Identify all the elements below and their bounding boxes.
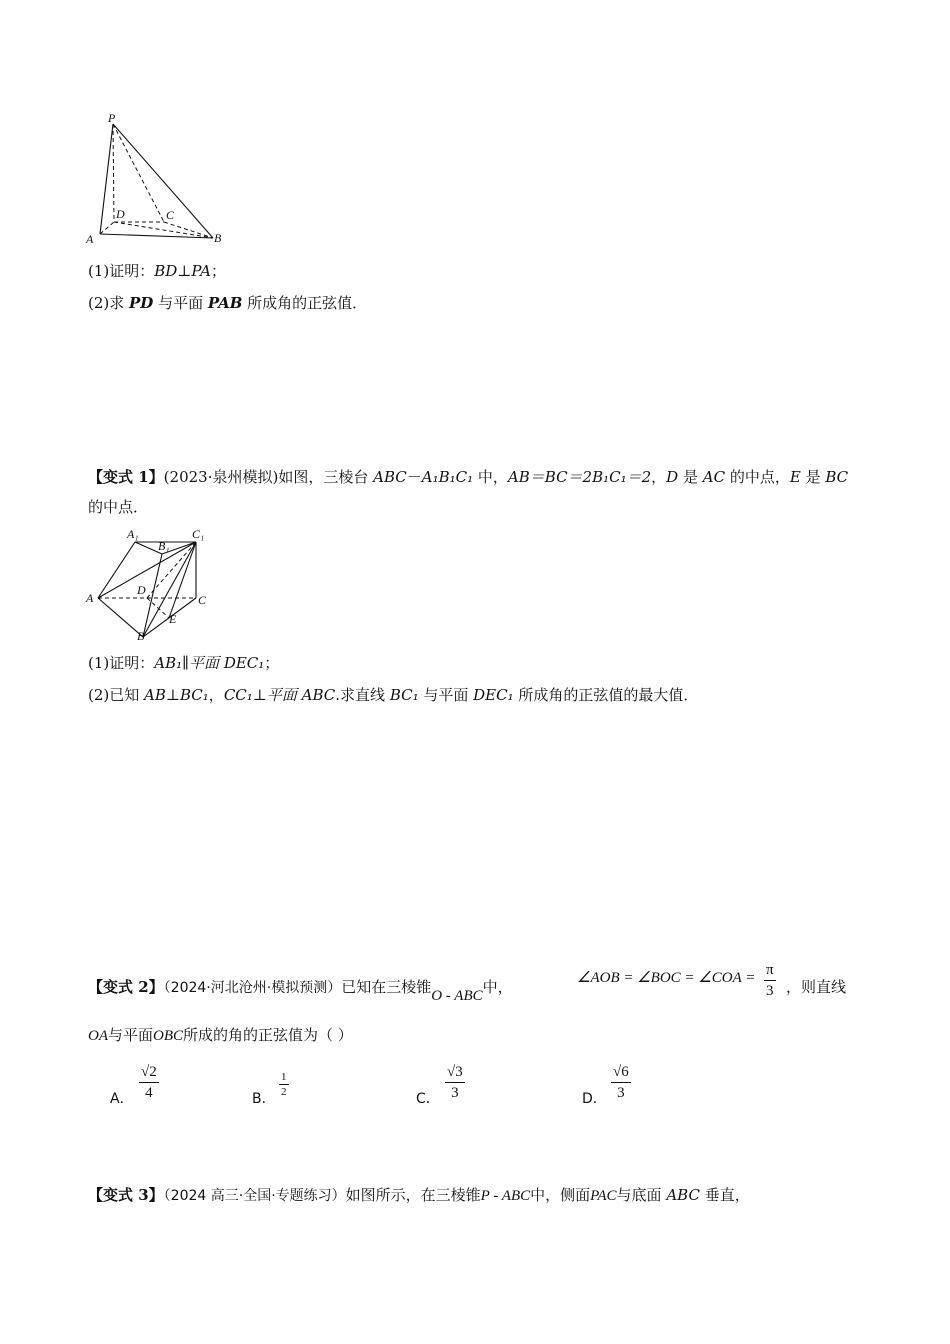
variant1-tag: 【变式 1】 bbox=[88, 468, 164, 486]
label-c1: C₁ bbox=[192, 527, 205, 541]
v1-abc: ABC bbox=[373, 468, 407, 486]
label-b: B bbox=[137, 629, 145, 643]
variant2-line2 bbox=[88, 1024, 353, 1045]
label-p: P bbox=[108, 111, 116, 125]
v1-part1-math: AB₁∥平面 DEC₁ bbox=[154, 654, 265, 672]
option-d-num: √6 bbox=[611, 1062, 631, 1083]
variant2-angles: ∠AOB = ∠BOC = ∠COA = bbox=[577, 970, 756, 986]
v2-text-a: 已知在三棱锥 bbox=[341, 978, 432, 996]
v3-text-b: 中，侧面 bbox=[530, 1186, 591, 1204]
label-d: D bbox=[137, 583, 146, 597]
v2-pi-num: π bbox=[764, 960, 776, 981]
label-e: E bbox=[169, 612, 177, 626]
v1-bc: BC bbox=[825, 468, 849, 486]
option-d-label[interactable]: D． bbox=[582, 1091, 607, 1107]
v1-part2-mid: .求直线 bbox=[335, 686, 390, 704]
option-b-fraction[interactable] bbox=[279, 1070, 289, 1099]
v3-pac: PAC bbox=[590, 1188, 617, 1204]
v1-text-a: 如图，三棱台 bbox=[278, 468, 374, 486]
label-a1: A₁ bbox=[127, 527, 139, 541]
v1-part2-dec1: DEC₁ bbox=[473, 686, 514, 704]
v1-part2-bc1: BC₁ bbox=[389, 686, 419, 704]
v3-abc: ABC bbox=[666, 1186, 700, 1204]
v1-part2-sep: ， bbox=[208, 686, 224, 704]
part1-math: BD⊥PA bbox=[154, 262, 211, 280]
v1-text-g: 是 bbox=[800, 468, 826, 486]
v1-part2-prefix: (2)已知 bbox=[88, 686, 145, 704]
option-a-den: 4 bbox=[145, 1085, 153, 1101]
part2-suffix: 所成角的正弦值． bbox=[242, 294, 368, 312]
option-c-num: √3 bbox=[445, 1062, 465, 1083]
v3-text-a: 如图所示，在三棱锥 bbox=[345, 1186, 481, 1204]
figure-frustum bbox=[80, 522, 220, 646]
v3-text-c: 与底面 bbox=[616, 1186, 667, 1204]
variant2-source: （2024·河北沧州·模拟预测） bbox=[163, 980, 342, 996]
variant2-tag: 【变式 2】 bbox=[88, 978, 164, 996]
variant3-source: （2024 高三·全国·专题练习） bbox=[163, 1188, 346, 1204]
label-a: A bbox=[86, 591, 94, 605]
v1-part2-suffix: 所成角的正弦值的最大值． bbox=[513, 686, 699, 704]
option-d-den: 3 bbox=[617, 1085, 625, 1101]
v1-ac: AC bbox=[702, 468, 726, 486]
figure-pyramid-pabcd bbox=[80, 110, 240, 250]
v2-obc: OBC bbox=[153, 1028, 184, 1044]
v1-eq: AB＝BC＝2B₁C₁＝2 bbox=[507, 468, 652, 486]
v1-E: E bbox=[789, 468, 801, 486]
label-c: C bbox=[198, 593, 207, 607]
part1-prefix: (1)证明： bbox=[88, 262, 155, 280]
v2-line2-b: 所成的角的正弦值为（ ） bbox=[183, 1026, 353, 1044]
v2-pi-fraction bbox=[764, 960, 776, 1001]
v2-oa: OA bbox=[88, 1028, 108, 1044]
v1-text-c: ， bbox=[651, 468, 667, 486]
part1-suffix: ； bbox=[210, 262, 226, 280]
label-b: B bbox=[214, 231, 222, 245]
v1-a1b1c1: A₁B₁C₁ bbox=[421, 468, 474, 486]
variant1-line1 bbox=[88, 466, 848, 487]
label-d: D bbox=[116, 207, 125, 221]
variant1-line2: 的中点． bbox=[88, 498, 149, 516]
v2-pi-den: 3 bbox=[766, 983, 774, 999]
option-d-fraction[interactable] bbox=[611, 1062, 631, 1103]
v1-text-f: 的中点， bbox=[725, 468, 790, 486]
label-a: A bbox=[86, 232, 94, 246]
part2-prefix: (2)求 bbox=[88, 294, 130, 312]
v1-d: D bbox=[666, 468, 679, 486]
option-c-den: 3 bbox=[451, 1085, 459, 1101]
variant1-source: (2023·泉州模拟) bbox=[163, 468, 279, 486]
variant1-part1 bbox=[88, 652, 279, 673]
option-b-label[interactable]: B． bbox=[252, 1091, 276, 1107]
option-a-label[interactable]: A． bbox=[110, 1091, 134, 1107]
v2-pyramid: O - ABC bbox=[431, 988, 483, 1004]
v1-part2-math1: AB⊥BC₁ bbox=[144, 686, 209, 704]
variant1-part2 bbox=[88, 684, 698, 705]
v1-dash: － bbox=[406, 468, 422, 486]
variant3-tag: 【变式 3】 bbox=[88, 1186, 164, 1204]
v1-part1-prefix: (1)证明： bbox=[88, 654, 155, 672]
option-b-den: 2 bbox=[281, 1086, 287, 1098]
problem0-part2 bbox=[88, 292, 367, 313]
v1-part2-math2: CC₁⊥平面 ABC bbox=[223, 686, 336, 704]
option-b-num: 1 bbox=[281, 1071, 287, 1083]
part2-pd: PD bbox=[129, 294, 154, 312]
variant2-line1 bbox=[88, 976, 513, 1004]
option-a-num: √2 bbox=[139, 1062, 159, 1083]
v1-text-b: 中， bbox=[473, 468, 508, 486]
part2-pab: PAB bbox=[207, 294, 243, 312]
v3-pyramid: P - ABC bbox=[480, 1188, 531, 1204]
v1-part2-mid2: 与平面 bbox=[418, 686, 474, 704]
variant3-line1 bbox=[88, 1184, 750, 1205]
option-c-label[interactable]: C． bbox=[416, 1091, 440, 1107]
v1-part1-suffix: ； bbox=[264, 654, 280, 672]
v2-line2-a: 与平面 bbox=[108, 1026, 154, 1044]
label-b1: B₁ bbox=[158, 539, 170, 553]
v3-text-d: 垂直， bbox=[699, 1186, 750, 1204]
v1-text-e: 是 bbox=[678, 468, 703, 486]
option-a-fraction[interactable] bbox=[139, 1062, 159, 1103]
part2-mid: 与平面 bbox=[153, 294, 208, 312]
option-c-fraction[interactable] bbox=[445, 1062, 465, 1103]
v2-text-b: 中， bbox=[482, 978, 513, 996]
problem0-part1 bbox=[88, 260, 226, 281]
v2-text-c: ，则直线 bbox=[786, 978, 847, 996]
label-c: C bbox=[166, 208, 175, 222]
